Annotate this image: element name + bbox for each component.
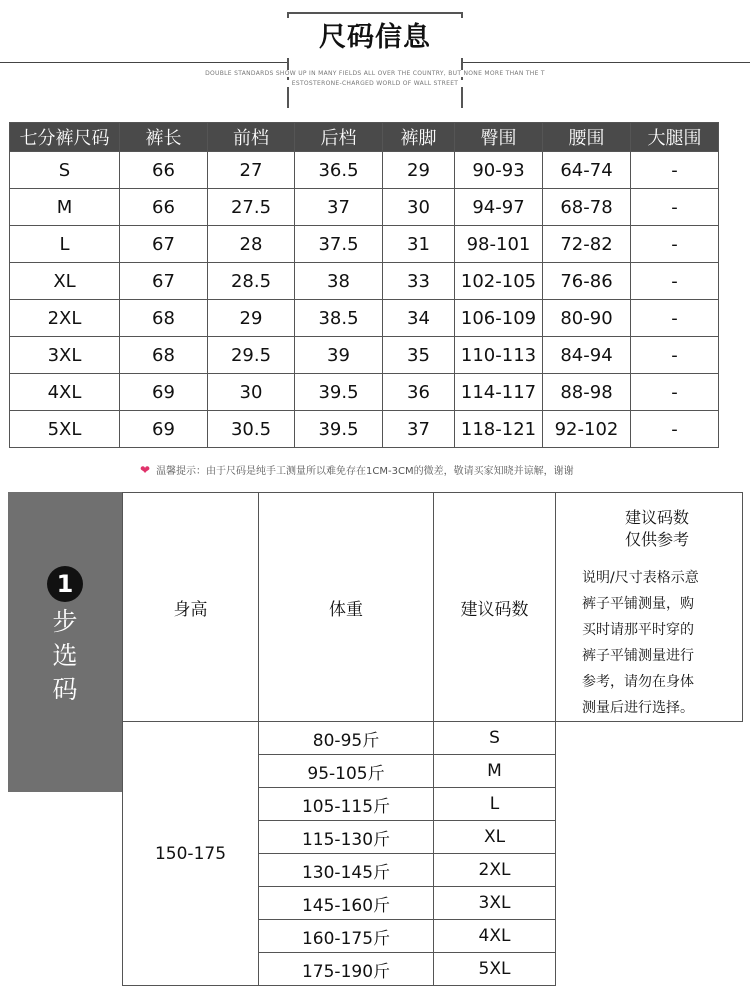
size-cell: 68-78: [543, 189, 631, 226]
size-cell: 36: [383, 374, 455, 411]
size-cell: 39.5: [295, 411, 383, 448]
rec-weight-cell: 160-175斤: [259, 920, 434, 953]
rec-side-note: [556, 493, 743, 722]
size-cell: L: [10, 226, 120, 263]
size-cell: 5XL: [10, 411, 120, 448]
size-cell: 36.5: [295, 152, 383, 189]
recommend-table-row: [123, 722, 743, 755]
size-table-row: [10, 300, 719, 337]
size-note: [140, 462, 680, 477]
rec-weight-cell: 95-105斤: [259, 755, 434, 788]
size-table-row: [10, 411, 719, 448]
size-cell: -: [631, 337, 719, 374]
rec-size-cell: 2XL: [434, 854, 556, 887]
rec-weight-cell: 115-130斤: [259, 821, 434, 854]
rec-side-note-line: 说明/尺寸表格示意: [582, 570, 699, 586]
size-col-header: 前档: [208, 123, 295, 152]
size-cell: 66: [120, 152, 208, 189]
size-cell: 37.5: [295, 226, 383, 263]
recommend-table-header: [123, 493, 743, 722]
step-label-char: 码: [52, 675, 78, 704]
size-cell: S: [10, 152, 120, 189]
size-cell: 114-117: [455, 374, 543, 411]
rec-header-size: 建议码数: [434, 493, 556, 722]
size-cell: 28: [208, 226, 295, 263]
size-cell: 84-94: [543, 337, 631, 374]
step-label-char: 步: [52, 607, 78, 636]
size-col-header: 裤长: [120, 123, 208, 152]
size-cell: 30: [208, 374, 295, 411]
size-table: [9, 122, 719, 448]
size-cell: 39: [295, 337, 383, 374]
step-label: [47, 605, 83, 707]
size-cell: 29.5: [208, 337, 295, 374]
page-title: 尺码信息: [287, 18, 463, 58]
size-cell: 37: [383, 411, 455, 448]
size-table-row: [10, 374, 719, 411]
size-cell: 29: [208, 300, 295, 337]
size-cell: 102-105: [455, 263, 543, 300]
size-cell: 69: [120, 411, 208, 448]
size-cell: 92-102: [543, 411, 631, 448]
size-table-header: [10, 123, 719, 152]
size-cell: -: [631, 226, 719, 263]
rec-weight-cell: 105-115斤: [259, 788, 434, 821]
size-cell: -: [631, 189, 719, 226]
size-cell: 67: [120, 226, 208, 263]
size-col-header: 腰围: [543, 123, 631, 152]
rec-height-value: 150-175: [123, 722, 259, 986]
size-cell: 3XL: [10, 337, 120, 374]
size-table-row: [10, 226, 719, 263]
rec-size-cell: 3XL: [434, 887, 556, 920]
size-cell: 94-97: [455, 189, 543, 226]
size-cell: 31: [383, 226, 455, 263]
size-cell: 106-109: [455, 300, 543, 337]
size-cell: -: [631, 263, 719, 300]
size-cell: 30.5: [208, 411, 295, 448]
size-col-header: 七分裤尺码: [10, 123, 120, 152]
size-cell: 88-98: [543, 374, 631, 411]
rec-size-cell: M: [434, 755, 556, 788]
rec-side-note-line: 测量后进行选择。: [582, 700, 694, 716]
size-cell: 67: [120, 263, 208, 300]
rec-size-cell: 5XL: [434, 953, 556, 986]
size-table-row: [10, 152, 719, 189]
size-note-text: 温馨提示：由于尺码是纯手工测量所以难免存在1CM-3CM的微差，敬请买家知晓并谅解，谢谢: [156, 466, 574, 477]
size-cell: 68: [120, 337, 208, 374]
heart-icon: ❤: [140, 463, 151, 477]
rec-weight-cell: 175-190斤: [259, 953, 434, 986]
size-table-row: [10, 337, 719, 374]
size-cell: -: [631, 152, 719, 189]
rec-side-note-line: 买时请那平时穿的: [582, 622, 694, 638]
size-col-header: 裤脚: [383, 123, 455, 152]
size-cell: M: [10, 189, 120, 226]
size-cell: 27.5: [208, 189, 295, 226]
size-cell: 30: [383, 189, 455, 226]
rec-weight-cell: 80-95斤: [259, 722, 434, 755]
title-subtitle-line-2: ESTOSTERONE-CHARGED WORLD OF WALL STREET: [220, 80, 530, 87]
rec-side-note-title-1: 建议码数: [624, 508, 689, 527]
size-cell: 39.5: [295, 374, 383, 411]
rec-side-note-line: 裤子平铺测量进行: [582, 648, 694, 664]
size-cell: 33: [383, 263, 455, 300]
size-cell: -: [631, 411, 719, 448]
rec-size-cell: L: [434, 788, 556, 821]
size-cell: 38: [295, 263, 383, 300]
step-label-char: 选: [52, 641, 78, 670]
size-cell: 118-121: [455, 411, 543, 448]
size-cell: 90-93: [455, 152, 543, 189]
rec-weight-cell: 145-160斤: [259, 887, 434, 920]
size-cell: 76-86: [543, 263, 631, 300]
rec-size-cell: S: [434, 722, 556, 755]
recommend-table: [122, 492, 743, 986]
size-cell: 72-82: [543, 226, 631, 263]
size-col-header: 后档: [295, 123, 383, 152]
size-cell: 66: [120, 189, 208, 226]
rec-size-cell: 4XL: [434, 920, 556, 953]
size-cell: 69: [120, 374, 208, 411]
size-cell: 38.5: [295, 300, 383, 337]
rec-side-note-line: 裤子平铺测量，购: [582, 596, 694, 612]
size-cell: -: [631, 374, 719, 411]
size-cell: 27: [208, 152, 295, 189]
size-cell: -: [631, 300, 719, 337]
size-col-header: 臀围: [455, 123, 543, 152]
size-cell: 4XL: [10, 374, 120, 411]
rec-weight-cell: 130-145斤: [259, 854, 434, 887]
size-cell: 35: [383, 337, 455, 374]
size-cell: XL: [10, 263, 120, 300]
step-number-badge: 1: [47, 566, 83, 602]
size-cell: 2XL: [10, 300, 120, 337]
rec-header-weight: 体重: [259, 493, 434, 722]
rec-side-note-line: 参考，请勿在身体: [582, 674, 694, 690]
size-cell: 64-74: [543, 152, 631, 189]
size-cell: 110-113: [455, 337, 543, 374]
size-cell: 68: [120, 300, 208, 337]
size-col-header: 大腿围: [631, 123, 719, 152]
size-cell: 98-101: [455, 226, 543, 263]
size-table-row: [10, 189, 719, 226]
size-cell: 34: [383, 300, 455, 337]
rec-header-height: 身高: [123, 493, 259, 722]
size-cell: 28.5: [208, 263, 295, 300]
title-subtitle-line-1: DOUBLE STANDARDS SHOW UP IN MANY FIELDS ALL OVER THE COUNTRY, BUT NONE MORE THAN THE T: [190, 70, 560, 77]
size-cell: 37: [295, 189, 383, 226]
size-cell: 80-90: [543, 300, 631, 337]
rec-size-cell: XL: [434, 821, 556, 854]
size-table-row: [10, 263, 719, 300]
size-cell: 29: [383, 152, 455, 189]
rec-side-note-title-2: 仅供参考: [624, 530, 689, 549]
